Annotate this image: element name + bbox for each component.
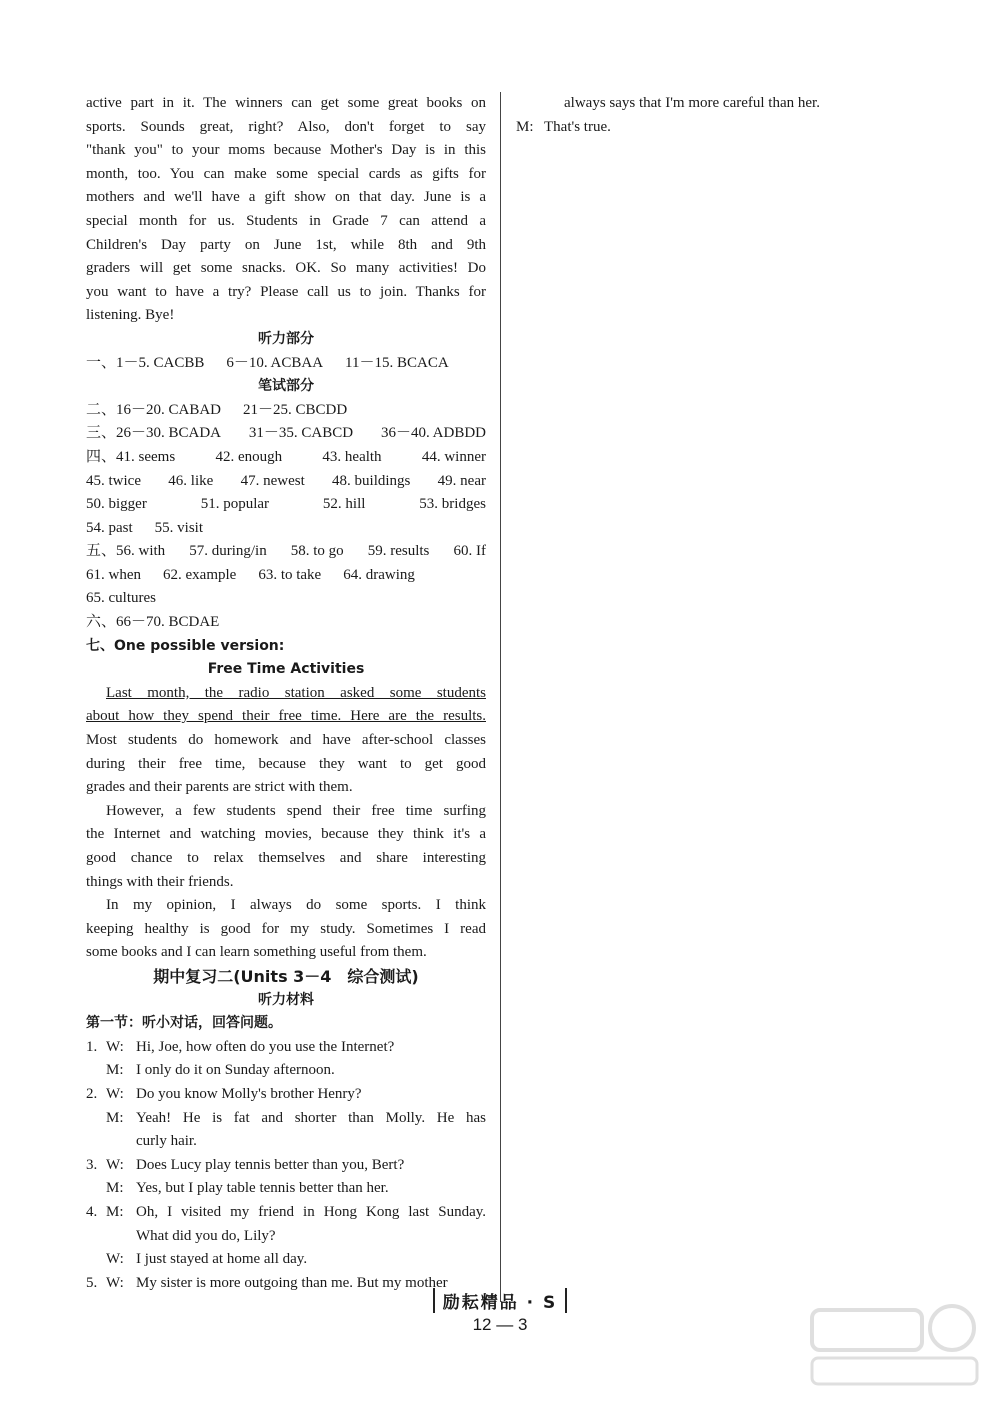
item-number	[86, 1130, 106, 1154]
item-number: 2.	[86, 1085, 98, 1102]
essay-line: some books and I can learn something useful from them.	[86, 944, 427, 961]
answer-item: 63. to take	[258, 566, 322, 583]
dialog-text: Oh, I visited my friend in Hong Kong last Sunday.	[136, 1203, 486, 1220]
answer-item: 50. bigger	[86, 496, 147, 513]
dialog-line	[86, 1177, 486, 1201]
paragraph-line: listening. Bye!	[86, 307, 175, 324]
item-number: 1.	[86, 1038, 98, 1055]
dialog-line	[86, 1154, 486, 1178]
answer-item: 51. popular	[200, 496, 270, 513]
answer-row	[86, 352, 486, 376]
speaker-label: M:	[516, 118, 534, 135]
answer-row	[86, 422, 486, 446]
dialog-line	[86, 1201, 486, 1225]
part-heading: 第一节：听小对话，回答问题。	[86, 1015, 282, 1032]
paragraph-line: Children's Day party on June 1st, while 8th and 9th	[86, 236, 486, 253]
answer-item: 31－35. CABCD	[248, 425, 354, 442]
answer-item: 6－10. ACBAA	[226, 354, 324, 371]
item-number: 5.	[86, 1274, 98, 1291]
answer-item: 四、41. seems	[86, 448, 176, 465]
essay-line: good chance to relax themselves and share interesting	[86, 850, 486, 866]
section-heading: 听力部分	[258, 330, 314, 347]
dialog-text: Do you know Molly's brother Henry?	[136, 1085, 362, 1102]
speaker-label: W:	[106, 1251, 124, 1268]
answer-item: 43. health	[322, 448, 382, 465]
answer-row	[86, 470, 486, 494]
essay-line: grades and their parents are strict with them.	[86, 779, 353, 796]
speaker-label: W:	[106, 1038, 124, 1055]
answer-row	[86, 564, 486, 588]
answer-row	[86, 446, 486, 470]
dialog-line	[86, 1225, 486, 1249]
essay-line: However, a few students spend their free time surfing	[106, 802, 486, 819]
answer-item: 59. results	[367, 543, 430, 560]
dialog-line	[86, 1059, 486, 1083]
left-column	[86, 92, 486, 1295]
item-number	[86, 1225, 106, 1249]
essay-title: Free Time Activities	[207, 661, 365, 678]
answer-item: 60. If	[453, 543, 486, 560]
answer-item: 52. hill	[322, 496, 366, 513]
section-title: 期中复习二(Units 3－4 综合测试)	[153, 966, 419, 986]
answer-item: 42. enough	[215, 448, 283, 465]
paragraph-line: active part in it. The winners can get some great books on	[86, 95, 486, 111]
dialog-line	[86, 1248, 486, 1272]
section-heading: 笔试部分	[258, 378, 314, 395]
dialog-text: What did you do, Lily?	[136, 1227, 276, 1244]
right-column	[516, 92, 918, 139]
speaker-label: M:	[106, 1180, 124, 1197]
answer-item: 55. visit	[154, 519, 204, 536]
answer-item: 65. cultures	[86, 590, 156, 607]
answer-row	[86, 517, 486, 541]
answer-item: 21－25. CBCDD	[243, 401, 348, 418]
essay-line: the Internet and watching movies, because they think it's a	[86, 826, 486, 843]
item-number: 4.	[86, 1203, 98, 1220]
item-number	[86, 1248, 106, 1272]
answer-item: 64. drawing	[343, 566, 415, 583]
page-number: 12 — 3	[472, 1315, 528, 1334]
answer-item: 一、1－5. CACBB	[86, 354, 205, 371]
section-heading: 七、One possible version:	[86, 637, 285, 654]
dialog-text: curly hair.	[136, 1133, 197, 1150]
answer-row	[86, 493, 486, 517]
essay-line: Most students do homework and have after-school classes	[86, 732, 486, 749]
answer-item: 46. like	[168, 472, 214, 489]
dialog-text: I only do it on Sunday afternoon.	[136, 1062, 335, 1079]
speaker-label: W:	[106, 1085, 124, 1102]
answer-item: 45. twice	[86, 472, 141, 489]
watermark-logo	[802, 1300, 982, 1390]
dialog-line	[86, 1036, 486, 1060]
answer-item: 47. newest	[240, 472, 305, 489]
dialog-text: Does Lucy play tennis better than you, Bert?	[136, 1156, 405, 1173]
answer-row: 六、66－70. BCDAE	[86, 614, 220, 631]
item-number	[86, 1107, 106, 1131]
paragraph-line: special month for us. Students in Grade 7 can attend a	[86, 212, 486, 229]
answer-item: 61. when	[86, 566, 141, 583]
paragraph-line: month, too. You can make some special cards as gifts for	[86, 165, 486, 182]
dialog-line	[86, 1107, 486, 1131]
dialog-line	[86, 1083, 486, 1107]
speaker-label: W:	[106, 1274, 124, 1291]
answer-row	[86, 399, 486, 423]
dialog-text: That's true.	[544, 118, 611, 135]
dialog-text: Yes, but I play table tennis better than her.	[136, 1180, 389, 1197]
essay-line: about how they spend their free time. Here are the results.	[86, 708, 486, 725]
answer-item: 57. during/in	[189, 543, 267, 560]
paragraph-line: you want to have a try? Please call us to join. Thanks for	[86, 283, 486, 300]
speaker-label: M:	[106, 1203, 124, 1220]
dialog-line	[516, 116, 918, 140]
dialog-text: Hi, Joe, how often do you use the Internet?	[136, 1038, 395, 1055]
answer-item: 44. winner	[421, 448, 486, 465]
essay-line: Last month, the radio station asked some students	[106, 684, 486, 701]
paragraph-line: graders will get some snacks. OK. So many activities! Do	[86, 260, 486, 277]
dialog-text: My sister is more outgoing than me. But my mother	[136, 1274, 448, 1291]
essay-line: during their free time, because they want to get good	[86, 755, 486, 772]
answer-item: 11－15. BCACA	[345, 354, 449, 371]
column-divider	[500, 92, 501, 1302]
answer-row	[86, 587, 486, 611]
answer-item: 49. near	[437, 472, 486, 489]
item-number	[86, 1177, 106, 1201]
answer-item: 54. past	[86, 519, 133, 536]
paragraph-line: "thank you" to your moms because Mother's Day is in this	[86, 142, 486, 159]
dialog-line	[86, 1130, 486, 1154]
answer-item: 58. to go	[290, 543, 344, 560]
answer-item: 三、26－30. BCADA	[86, 425, 222, 442]
answer-item: 五、56. with	[86, 543, 166, 560]
answer-item: 62. example	[163, 566, 237, 583]
essay-line: In my opinion, I always do some sports. I think	[106, 897, 486, 914]
speaker-label: M:	[106, 1109, 124, 1126]
section-heading: 听力材料	[258, 991, 314, 1008]
essay-line: keeping healthy is good for my study. Sometimes I read	[86, 920, 486, 937]
paragraph-line: mothers and we'll have a gift show on that day. June is a	[86, 189, 486, 206]
paragraph-line: sports. Sounds great, right? Also, don't forget to say	[86, 118, 486, 135]
dialog-text: Yeah! He is fat and shorter than Molly. He has	[136, 1109, 486, 1126]
speaker-label: M:	[106, 1062, 124, 1079]
item-number	[86, 1059, 106, 1083]
answer-item: 48. buildings	[332, 472, 411, 489]
brand-logo: 励耘精品 · S	[433, 1288, 568, 1313]
answer-item: 二、16－20. CABAD	[86, 401, 222, 418]
item-number: 3.	[86, 1156, 98, 1173]
essay-line: things with their friends.	[86, 873, 234, 890]
dialog-text: I just stayed at home all day.	[136, 1251, 308, 1268]
answer-row	[86, 540, 486, 564]
answer-item: 36－40. ADBDD	[380, 425, 486, 442]
answer-item: 53. bridges	[419, 496, 486, 513]
dialog-text: always says that I'm more careful than her.	[564, 95, 820, 111]
speaker-label: W:	[106, 1156, 124, 1173]
